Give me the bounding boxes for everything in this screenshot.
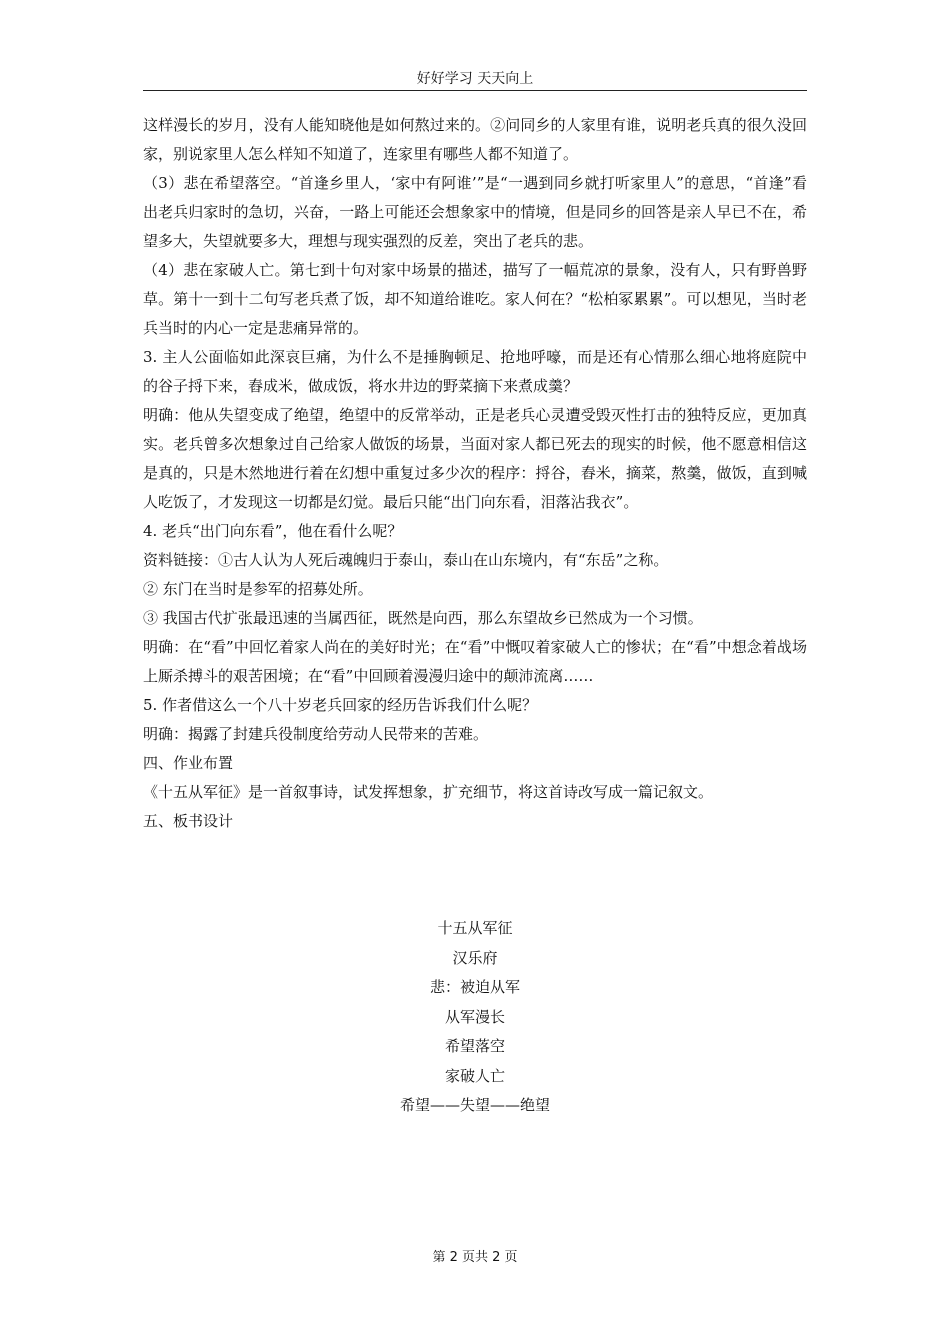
board-line-2: 从军漫长 [444, 1007, 505, 1026]
answer-4: 明确：在“看”中回忆着家人尚在的美好时光；在“看”中慨叹着家破人亡的惨状；在“看”中想念着战场上厮杀搏斗的艰苦困境；在“看”中回顾着漫漫归途中的颠沛流离…… [143, 638, 807, 685]
body-text [143, 111, 807, 836]
board-line-1: 悲：被迫从军 [429, 978, 520, 996]
page-header: 好好学习 天天向上 [416, 71, 534, 87]
page-number: 第 2 页共 2 页 [432, 1250, 518, 1265]
board-design [143, 914, 807, 1121]
header-divider [143, 90, 807, 91]
board-line-summary: 希望——失望——绝望 [399, 1096, 550, 1114]
answer-3: 明确：他从失望变成了绝望，绝望中的反常举动，正是老兵心灵遭受毁灭性打击的独特反应，更加真实。老兵曾多次想象过自己给家人做饭的场景，当面对家人都已死去的现实的时候，他不愿意相信这是真的，只是木然地进行着在幻想中重复过多少次的程序：捋谷，舂米，摘菜，熬羹，做饭，直到喊人吃饭了，才发现这一切都是幻觉。最后只能“出门向东看，泪落沾我衣”。 [143, 406, 807, 511]
section-board-heading: 五、板书设计 [143, 812, 234, 830]
board-line-3: 希望落空 [444, 1037, 505, 1055]
question-3: 3. 主人公面临如此深哀巨痛，为什么不是捶胸顿足、抢地呼嚎，而是还有心情那么细心地将庭院中的谷子捋下来，舂成米，做成饭，将水井边的野菜摘下来煮成羹？ [143, 348, 807, 395]
question-4: 4. 老兵“出门向东看”，他在看什么呢？ [143, 522, 403, 540]
reference-1: 资料链接：①古人认为人死后魂魄归于泰山，泰山在山东境内，有“东岳”之称。 [143, 551, 669, 569]
board-line-source: 汉乐府 [452, 948, 498, 967]
paragraph-3: （4）悲在家破人亡。第七到十句对家中场景的描述，描写了一幅荒凉的景象，没有人，只有野兽野草。第十一到十二句写老兵煮了饭，却不知道给谁吃。家人何在？“松柏冢累累”。可以想见，当时老兵当时的内心一定是悲痛异常的。 [143, 261, 807, 337]
section-homework-heading: 四、作业布置 [143, 754, 234, 772]
question-5: 5. 作者借这么一个八十岁老兵回家的经历告诉我们什么呢？ [143, 696, 538, 714]
answer-5: 明确：揭露了封建兵役制度给劳动人民带来的苦难。 [143, 725, 489, 743]
reference-3: ③ 我国古代扩张最迅速的当属西征，既然是向西，那么东望故乡已然成为一个习惯。 [143, 609, 703, 627]
homework-text: 《十五从军征》是一首叙事诗，试发挥想象，扩充细节，将这首诗改写成一篇记叙文。 [143, 783, 714, 801]
paragraph-2: （3）悲在希望落空。“首逢乡里人，‘家中有阿谁’”是“一遇到同乡就打听家里人”的意思，“首逢”看出老兵归家时的急切，兴奋，一路上可能还会想象家中的情境，但是同乡的回答是亲人早已不在，希望多大，失望就要多大，理想与现实强烈的反差，突出了老兵的悲。 [143, 174, 807, 250]
reference-2: ② 东门在当时是参军的招募处所。 [143, 580, 373, 598]
board-line-title: 十五从军征 [437, 919, 513, 937]
paragraph-1: 这样漫长的岁月，没有人能知晓他是如何熬过来的。②问同乡的人家里有谁，说明老兵真的很久没回家，别说家里人怎么样知不知道了，连家里有哪些人都不知道了。 [143, 116, 807, 163]
board-line-4: 家破人亡 [444, 1066, 505, 1085]
